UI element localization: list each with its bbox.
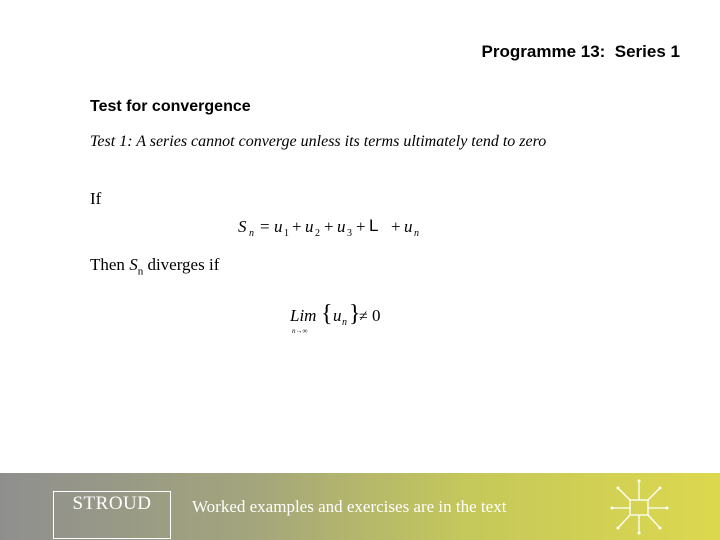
- sum-plus-2: +: [324, 217, 334, 236]
- sum-term-2-sub: 2: [315, 228, 320, 239]
- partial-sum-formula: [238, 212, 438, 242]
- limit-var: u: [333, 306, 342, 325]
- test-1-statement: Test 1: A series cannot converge unless its terms ultimately tend to zero: [90, 133, 547, 150]
- limit-lim: Lim: [290, 306, 317, 325]
- sum-ellipsis: L: [369, 216, 379, 235]
- sum-term-2: u: [305, 217, 314, 236]
- then-suffix: diverges if: [143, 255, 220, 274]
- then-var: S: [129, 255, 138, 274]
- sum-lhs-var: S: [238, 217, 247, 236]
- sum-term-3-sub: 3: [347, 228, 352, 239]
- then-prefix: Then: [90, 255, 130, 274]
- sum-term-n: u: [404, 217, 413, 236]
- limit-not-equal: ≠: [359, 308, 368, 325]
- limit-var-sub: n: [342, 317, 347, 328]
- sum-term-1: u: [274, 217, 283, 236]
- limit-zero: 0: [372, 306, 381, 325]
- if-label: If: [90, 189, 102, 208]
- sum-term-1-sub: 1: [284, 228, 289, 239]
- sum-plus-1: +: [292, 217, 302, 236]
- sum-plus-3: +: [356, 217, 366, 236]
- sum-equals: =: [260, 217, 270, 236]
- stroud-brand: STROUD: [72, 493, 152, 514]
- section-heading: Test for convergence: [90, 98, 251, 115]
- footer-note: Worked examples and exercises are in the text: [192, 497, 507, 516]
- then-statement: [90, 255, 219, 277]
- programme-title: Programme 13: Series 1: [481, 42, 680, 61]
- sum-term-3: u: [337, 217, 346, 236]
- sum-lhs-sub: n: [249, 228, 254, 239]
- limit-left-brace: {: [321, 301, 333, 327]
- then-var-sub: n: [137, 265, 144, 278]
- limit-formula: [290, 296, 400, 336]
- compass-star-icon: [610, 478, 670, 536]
- sum-term-n-sub: n: [414, 228, 419, 239]
- limit-subscript: n→∞: [292, 327, 308, 335]
- footer-bar: [0, 473, 720, 540]
- limit-right-brace: }: [349, 301, 361, 327]
- sum-plus-4: +: [391, 217, 401, 236]
